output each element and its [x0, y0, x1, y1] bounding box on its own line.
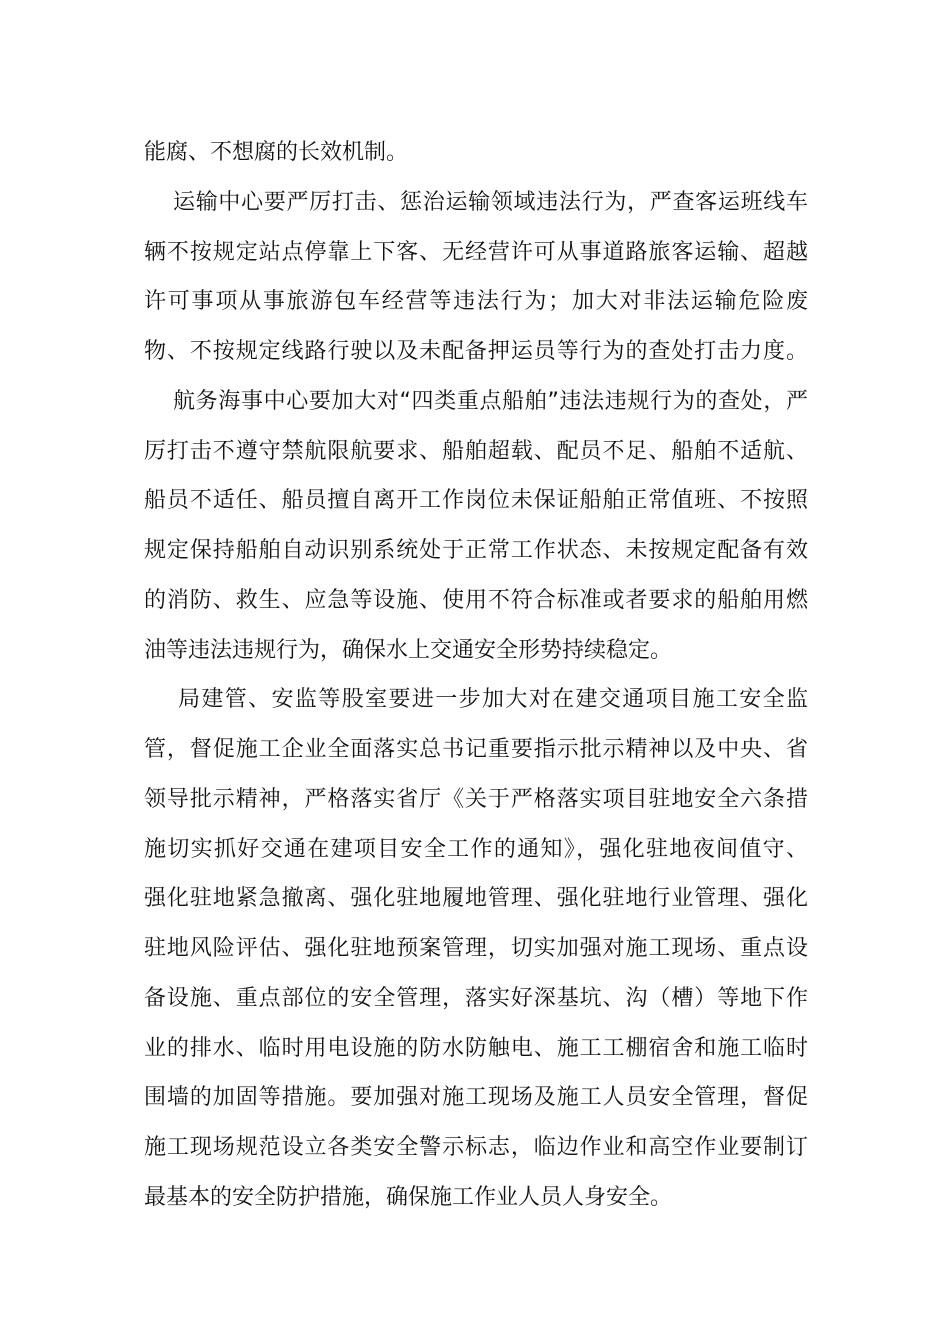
- text-line: 业的排水、临时用电设施的防水防触电、施工工棚宿舍和施工临时: [144, 1035, 808, 1061]
- text-line: 能腐、不想腐的长效机制。: [144, 140, 409, 165]
- text-line: 驻地风险评估、强化驻地预案管理，切实加强对施工现场、重点设: [144, 936, 808, 961]
- text-line: 的消防、救生、应急等设施、使用不符合标准或者要求的船舶用燃: [144, 587, 808, 613]
- text-line: 强化驻地紧急撤离、强化驻地履地管理、强化驻地行业管理、强化: [144, 886, 808, 912]
- text-line: 运输中心要严厉打击、惩治运输领域违法行为，严查客运班线车: [173, 189, 808, 215]
- text-line: 备设施、重点部位的安全管理，落实好深基坑、沟（槽）等地下作: [144, 985, 808, 1011]
- text-line: 管，督促施工企业全面落实总书记重要指示批示精神以及中央、省: [144, 737, 808, 762]
- body-text: [144, 128, 808, 1223]
- text-line: 领导批示精神，严格落实省厅《关于严格落实项目驻地安全六条措: [144, 786, 808, 812]
- text-line: 许可事项从事旅游包车经营等违法行为；加大对非法运输危险废: [144, 289, 808, 315]
- text-line: 局建管、安监等股室要进一步加大对在建交通项目施工安全监: [178, 687, 808, 713]
- text-line: 施工现场规范设立各类安全警示标志，临边作业和高空作业要制订: [144, 1135, 808, 1160]
- text-line: 船员不适任、船员擅自离开工作岗位未保证船舶正常值班、不按照: [144, 488, 808, 514]
- text-line: 围墙的加固等措施。要加强对施工现场及施工人员安全管理，督促: [144, 1085, 808, 1111]
- text-line: 施切实抓好交通在建项目安全工作的通知》，强化驻地夜间值守、: [144, 836, 808, 862]
- text-line: 油等违法违规行为，确保水上交通安全形势持续稳定。: [144, 637, 673, 663]
- text-line: 最基本的安全防护措施，确保施工作业人员人身安全。: [144, 1184, 673, 1210]
- text-line: 辆不按规定站点停靠上下客、无经营许可从事道路旅客运输、超越: [144, 239, 808, 265]
- text-line: 厉打击不遵守禁航限航要求、船舶超载、配员不足、船舶不适航、: [144, 438, 808, 464]
- text-line: 规定保持船舶自动识别系统处于正常工作状态、未按规定配备有效: [144, 538, 808, 563]
- text-line: 物、不按规定线路行驶以及未配备押运员等行为的查处打击力度。: [144, 339, 808, 364]
- text-line: 航务海事中心要加大对“四类重点船舶”违法违规行为的查处，严: [173, 388, 808, 414]
